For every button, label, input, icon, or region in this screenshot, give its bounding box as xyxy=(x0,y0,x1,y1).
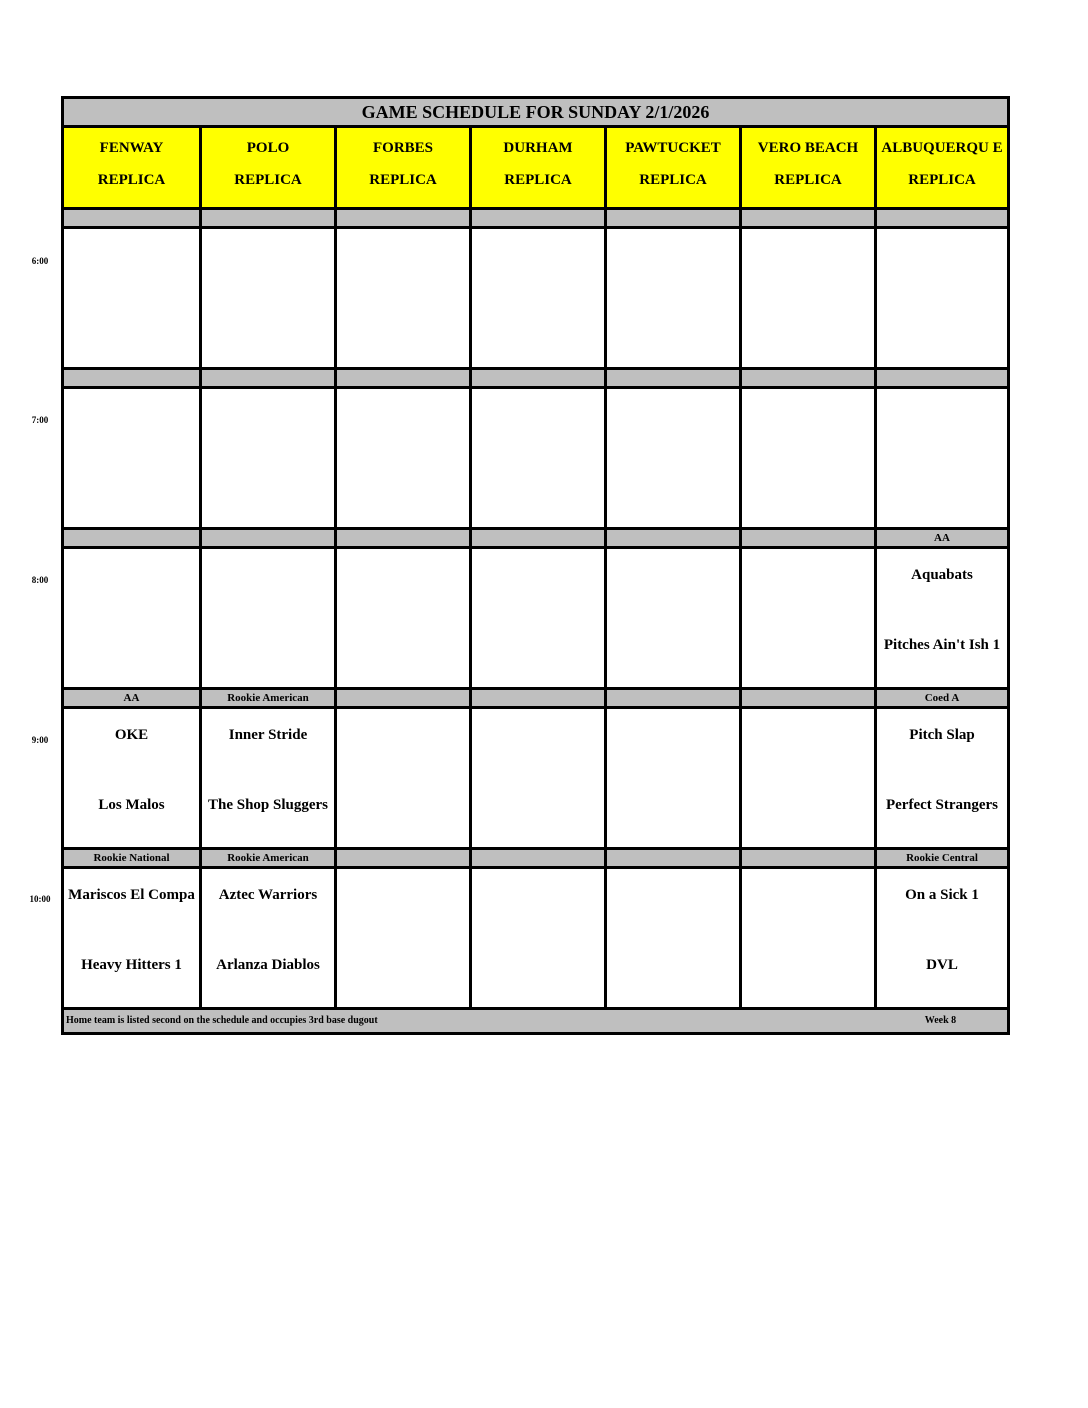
home-team: Arlanza Diablos xyxy=(216,957,320,973)
division-label xyxy=(337,690,469,706)
division-label xyxy=(742,210,874,226)
division-label xyxy=(607,370,739,386)
field-subtitle: REPLICA xyxy=(234,171,302,188)
grid-line xyxy=(604,125,607,1007)
division-label xyxy=(742,530,874,546)
home-team: Heavy Hitters 1 xyxy=(81,957,182,973)
division-label xyxy=(337,530,469,546)
division-label: AA xyxy=(123,692,140,704)
field-name: ALBUQUERQU E xyxy=(881,139,1003,156)
division-label xyxy=(202,530,334,546)
field-name: VERO BEACH xyxy=(757,139,859,156)
footer-note: Home team is listed second on the schedule and occupies 3rd base dugout xyxy=(66,1015,378,1026)
division-label xyxy=(202,210,334,226)
division-label xyxy=(337,210,469,226)
grid-line xyxy=(64,367,1007,370)
division-label: Coed A xyxy=(924,692,960,704)
time-label: 10:00 xyxy=(29,894,51,904)
division-label: Rookie American xyxy=(227,852,309,864)
home-team: Los Malos xyxy=(98,797,165,813)
division-label xyxy=(202,370,334,386)
grid-line xyxy=(64,866,1007,869)
home-team: DVL xyxy=(926,957,958,973)
grid-line xyxy=(469,125,472,1007)
field-name: PAWTUCKET xyxy=(625,139,721,156)
field-subtitle: REPLICA xyxy=(97,171,166,188)
away-team: Aztec Warriors xyxy=(218,887,318,903)
division-label xyxy=(607,210,739,226)
away-team: Aquabats xyxy=(911,567,973,583)
time-label: 6:00 xyxy=(31,256,49,266)
division-label xyxy=(64,370,199,386)
field-subtitle: REPLICA xyxy=(908,171,976,188)
away-team: Inner Stride xyxy=(228,727,308,743)
field-name: FORBES xyxy=(372,139,433,156)
grid-line xyxy=(64,207,1007,210)
division-label xyxy=(337,370,469,386)
time-label: 9:00 xyxy=(31,735,49,745)
division-label: Rookie Central xyxy=(906,852,978,864)
division-label xyxy=(472,690,604,706)
grid-line xyxy=(199,125,202,1007)
division-label xyxy=(877,370,1007,386)
division-label xyxy=(607,690,739,706)
away-team: Pitch Slap xyxy=(909,727,975,743)
away-team: OKE xyxy=(114,727,149,743)
division-label xyxy=(607,530,739,546)
division-label xyxy=(337,850,469,866)
week-label: Week 8 xyxy=(924,1015,957,1026)
field-name: POLO xyxy=(246,139,290,156)
field-subtitle: REPLICA xyxy=(774,171,842,188)
away-team: Mariscos El Compa xyxy=(68,887,195,903)
grid-line xyxy=(874,125,877,1007)
grid-line xyxy=(64,687,1007,690)
field-subtitle: REPLICA xyxy=(504,171,572,188)
division-label: AA xyxy=(934,532,950,544)
field-subtitle: REPLICA xyxy=(369,171,437,188)
field-subtitle: REPLICA xyxy=(639,171,707,188)
division-label xyxy=(64,530,199,546)
grid-line xyxy=(64,386,1007,389)
grid-line xyxy=(739,125,742,1007)
grid-line xyxy=(64,706,1007,709)
grid-line xyxy=(64,546,1007,549)
time-label: 7:00 xyxy=(31,415,49,425)
division-label xyxy=(472,530,604,546)
home-team: Perfect Strangers xyxy=(885,797,999,813)
division-label xyxy=(742,690,874,706)
grid-line xyxy=(64,847,1007,850)
away-team: On a Sick 1 xyxy=(905,887,979,903)
division-label xyxy=(472,850,604,866)
field-name: FENWAY xyxy=(99,139,164,156)
division-label xyxy=(877,210,1007,226)
field-name: DURHAM xyxy=(503,139,573,156)
schedule-title: GAME SCHEDULE FOR SUNDAY 2/1/2026 xyxy=(361,101,710,122)
grid-line xyxy=(64,226,1007,229)
grid-line xyxy=(64,527,1007,530)
division-label xyxy=(607,850,739,866)
schedule-table xyxy=(61,96,1010,1035)
grid-line xyxy=(64,1007,1007,1010)
grid-line xyxy=(334,125,337,1007)
division-label xyxy=(742,370,874,386)
grid-line xyxy=(64,125,1007,128)
home-team: Pitches Ain't Ish 1 xyxy=(883,637,1001,653)
division-label xyxy=(64,210,199,226)
division-label xyxy=(742,850,874,866)
time-label: 8:00 xyxy=(31,575,49,585)
division-label xyxy=(472,370,604,386)
division-label xyxy=(472,210,604,226)
division-label: Rookie American xyxy=(227,692,309,704)
home-team: The Shop Sluggers xyxy=(207,797,329,813)
division-label: Rookie National xyxy=(93,852,170,864)
